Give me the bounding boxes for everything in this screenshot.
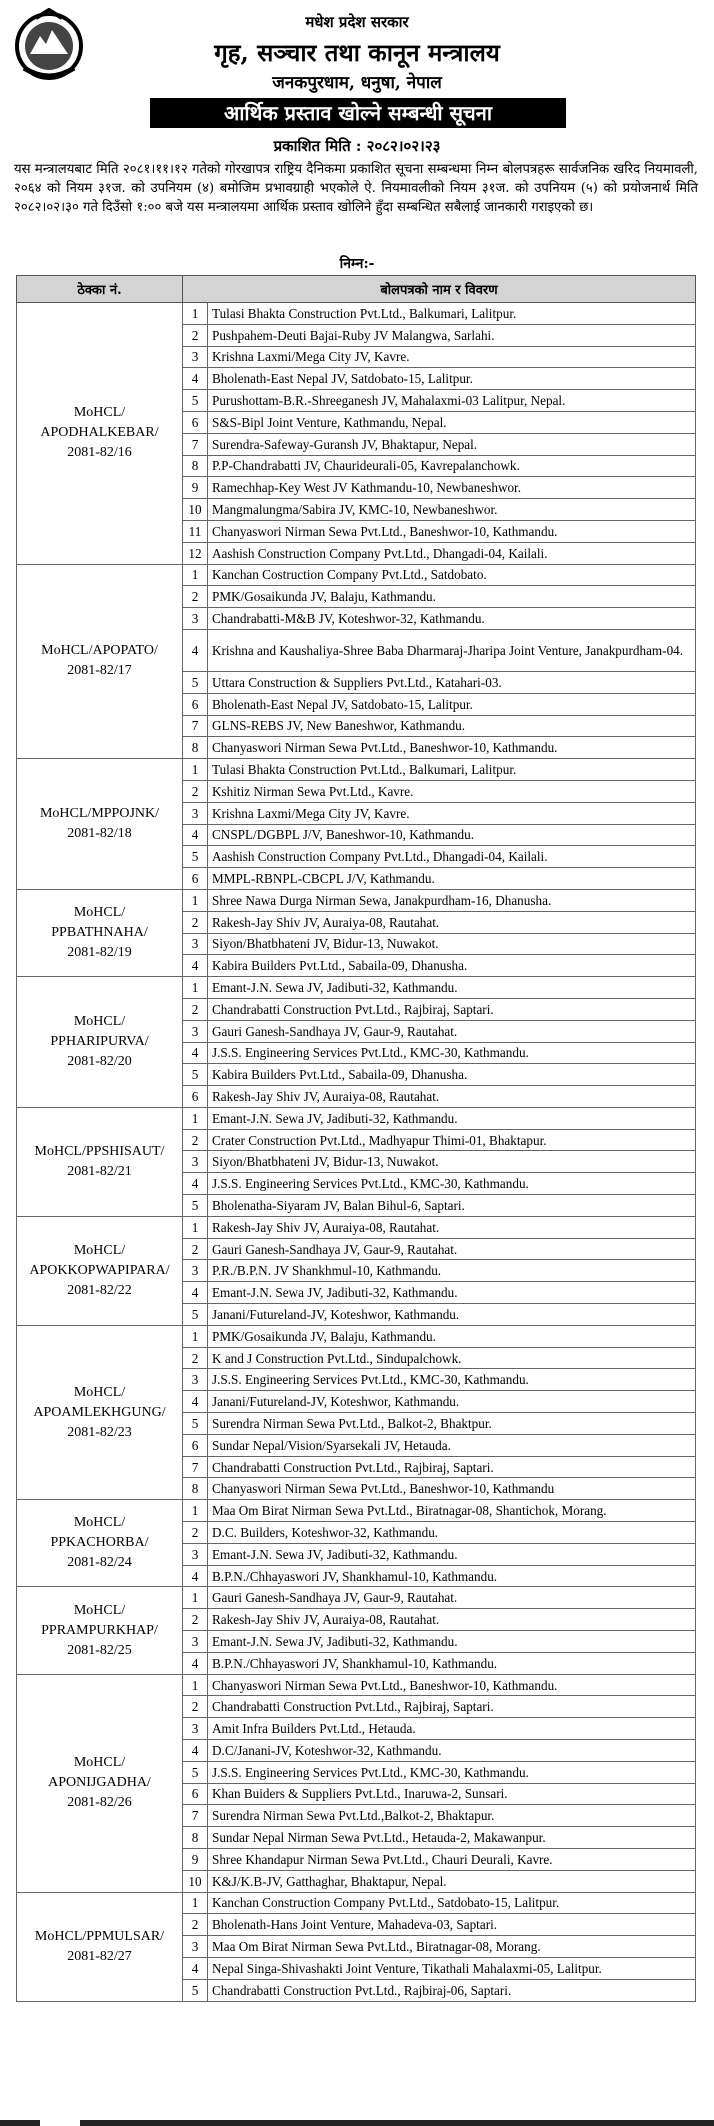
bidder-name-cell: Sundar Nepal/Vision/Syarsekali JV, Hetauda. [208,1434,696,1456]
contract-column-header: ठेक्का नं. [17,276,183,303]
contract-number-cell [17,1674,183,1892]
serial-number-cell: 8 [183,1827,208,1849]
bidder-name-cell: MMPL-RBNPL-CBCPL J/V, Kathmandu. [208,868,696,890]
bidder-name-cell: Emant-J.N. Sewa JV, Jadibuti-32, Kathmandu. [208,977,696,999]
serial-number-cell: 3 [183,802,208,824]
bidder-name-cell: Rakesh-Jay Shiv JV, Auraiya-08, Rautahat. [208,1216,696,1238]
bidder-name-cell: K and J Construction Pvt.Ltd., Sindupalchowk. [208,1347,696,1369]
serial-number-cell: 3 [183,1543,208,1565]
bidder-name-cell: Maa Om Birat Nirman Sewa Pvt.Ltd., Biratnagar-08, Morang. [208,1936,696,1958]
serial-number-cell: 6 [183,1434,208,1456]
table-row [17,1892,696,1914]
bidder-name-cell: Tulasi Bhakta Construction Pvt.Ltd., Balkumari, Lalitpur. [208,303,696,325]
bidder-name-cell: Krishna Laxmi/Mega City JV, Kavre. [208,802,696,824]
bidder-name-cell: Surendra-Safeway-Guransh JV, Bhaktapur, Nepal. [208,433,696,455]
contract-number-cell [17,1325,183,1499]
contract-number-cell [17,1587,183,1674]
list-heading: निम्न:- [339,256,375,272]
bidder-name-cell: Surendra Nirman Sewa Pvt.Ltd.,Balkot-2, Bhaktapur. [208,1805,696,1827]
bidder-name-cell: Shree Nawa Durga Nirman Sewa, Janakpurdham-16, Dhanusha. [208,889,696,911]
bidder-name-cell: J.S.S. Engineering Services Pvt.Ltd., KMC-30, Kathmandu. [208,1761,696,1783]
bidder-name-cell: Kanchan Costruction Company Pvt.Ltd., Satdobato. [208,564,696,586]
bidder-name-cell: D.C/Janani-JV, Koteshwor-32, Kathmandu. [208,1740,696,1762]
bidder-name-cell: Pushpahem-Deuti Bajai-Ruby JV Malangwa, Sarlahi. [208,324,696,346]
table-row [17,1674,696,1696]
serial-number-cell: 5 [183,1413,208,1435]
bidder-name-cell: Surendra Nirman Sewa Pvt.Ltd., Balkot-2, Bhaktpur. [208,1413,696,1435]
serial-number-cell: 3 [183,608,208,630]
contract-number-line: 2081-82/27 [67,1948,132,1964]
bidder-name-cell: Bholenath-East Nepal JV, Satdobato-15, Lalitpur. [208,368,696,390]
serial-number-cell: 6 [183,1086,208,1108]
serial-number-cell: 1 [183,303,208,325]
serial-number-cell: 8 [183,455,208,477]
bidder-name-cell: Rakesh-Jay Shiv JV, Auraiya-08, Rautahat. [208,1086,696,1108]
contract-number-line: 2081-82/16 [67,445,132,461]
bidder-name-cell: Krishna and Kaushaliya-Shree Baba Dharmaraj-Jharipa Joint Venture, Janakpurdham-04. [208,629,696,671]
bidder-name-cell: Chanyaswori Nirman Sewa Pvt.Ltd., Baneshwor-10, Kathmandu. [208,1674,696,1696]
serial-number-cell: 5 [183,1195,208,1217]
contract-number-line: MoHCL/APOPATO/ [41,643,158,659]
bidder-name-cell: D.C. Builders, Koteshwor-32, Kathmandu. [208,1522,696,1544]
serial-number-cell: 6 [183,693,208,715]
serial-number-cell: 2 [183,1696,208,1718]
table-row [17,1587,696,1609]
serial-number-cell: 4 [183,368,208,390]
bidder-name-cell: Aashish Construction Company Pvt.Ltd., Dhangadi-04, Kailali. [208,846,696,868]
bidder-name-cell: Amit Infra Builders Pvt.Ltd., Hetauda. [208,1718,696,1740]
notice-title: आर्थिक प्रस्ताव खोल्ने सम्बन्धी सूचना [150,98,566,128]
serial-number-cell: 5 [183,671,208,693]
bidder-name-cell: Ramechhap-Key West JV Kathmandu-10, Newbaneshwor. [208,477,696,499]
notice-header [0,0,714,130]
serial-number-cell: 11 [183,520,208,542]
bidder-name-cell: P.R./B.P.N. JV Shankhmul-10, Kathmandu. [208,1260,696,1282]
bidder-name-cell: Mangmalungma/Sabira JV, KMC-10, Newbaneshwor. [208,499,696,521]
serial-number-cell: 3 [183,1020,208,1042]
bidder-name-cell: B.P.N./Chhayaswori JV, Shankhamul-10, Kathmandu. [208,1652,696,1674]
contract-number-line: 2081-82/20 [67,1054,132,1069]
bidder-name-cell: Sundar Nepal Nirman Sewa Pvt.Ltd., Hetauda-2, Makawanpur. [208,1827,696,1849]
serial-number-cell: 1 [183,1500,208,1522]
bidder-name-cell: Nepal Singa-Shivashakti Joint Venture, Tikathali Mahalaxmi-05, Lalitpur. [208,1957,696,1979]
serial-number-cell: 8 [183,737,208,759]
contract-number-line: MoHCL/PPSHISAUT/ [34,1143,165,1159]
table-row [17,889,696,911]
bidder-name-cell: Emant-J.N. Sewa JV, Jadibuti-32, Kathmandu. [208,1631,696,1653]
bidder-name-cell: Aashish Construction Company Pvt.Ltd., Dhangadi-04, Kailali. [208,542,696,564]
bidder-name-cell: Chandrabatti Construction Pvt.Ltd., Rajbiraj-06, Saptari. [208,1979,696,2001]
bidder-name-cell: Kabira Builders Pvt.Ltd., Sabaila-09, Dhanusha. [208,955,696,977]
serial-number-cell: 5 [183,1979,208,2001]
serial-number-cell: 3 [183,1260,208,1282]
bidder-name-cell: Chandrabatti Construction Pvt.Ltd., Rajbiraj, Saptari. [208,1456,696,1478]
bidder-name-cell: Chandrabatti Construction Pvt.Ltd., Rajbiraj, Saptari. [208,1696,696,1718]
contract-number-line: 2081-82/23 [67,1424,132,1440]
contract-number-line: PPBATHNAHA/ [51,925,148,941]
serial-number-cell: 4 [183,1042,208,1064]
bidder-name-cell: Shree Khandapur Nirman Sewa Pvt.Ltd., Chauri Deurali, Kavre. [208,1848,696,1870]
contract-number-line: 2081-82/21 [67,1163,132,1179]
serial-number-cell: 4 [183,1391,208,1413]
serial-number-cell: 1 [183,1216,208,1238]
bidder-name-cell: CNSPL/DGBPL J/V, Baneshwor-10, Kathmandu. [208,824,696,846]
serial-number-cell: 2 [183,1238,208,1260]
table-row [17,564,696,586]
serial-number-cell: 3 [183,1631,208,1653]
serial-number-cell: 3 [183,1151,208,1173]
bidder-name-cell: K&J/K.B-JV, Gatthaghar, Bhaktapur, Nepal. [208,1870,696,1892]
table-row [17,1325,696,1347]
serial-number-cell: 2 [183,1347,208,1369]
serial-number-cell: 1 [183,759,208,781]
serial-number-cell: 2 [183,586,208,608]
contract-number-cell [17,759,183,890]
bidder-name-cell: Emant-J.N. Sewa JV, Jadibuti-32, Kathmandu. [208,1282,696,1304]
bidder-name-cell: PMK/Gosaikunda JV, Balaju, Kathmandu. [208,586,696,608]
table-row [17,759,696,781]
contract-number-line: 2081-82/25 [67,1642,132,1658]
bidder-name-cell: Siyon/Bhatbhateni JV, Bidur-13, Nuwakot. [208,933,696,955]
serial-number-cell: 5 [183,1304,208,1326]
serial-number-cell: 7 [183,1456,208,1478]
bidder-name-cell: Janani/Futureland-JV, Koteshwor, Kathmandu. [208,1304,696,1326]
serial-number-cell: 1 [183,564,208,586]
serial-number-cell: 3 [183,1369,208,1391]
bidder-name-cell: Gauri Ganesh-Sandhaya JV, Gaur-9, Rautahat. [208,1020,696,1042]
bidders-table [16,275,696,2002]
contract-number-cell [17,1500,183,1587]
table-row [17,1500,696,1522]
bidder-name-cell: Chandrabatti Construction Pvt.Ltd., Rajbiraj, Saptari. [208,998,696,1020]
serial-number-cell: 1 [183,889,208,911]
contract-number-line: 2081-82/19 [67,945,132,961]
bidder-name-cell: J.S.S. Engineering Services Pvt.Ltd., KMC-30, Kathmandu. [208,1042,696,1064]
bidder-name-cell: P.P-Chandrabatti JV, Chaurideurali-05, Kavrepalanchowk. [208,455,696,477]
contract-number-line: MoHCL/MPPOJNK/ [39,806,160,822]
contract-number-line: MoHCL/ [73,905,126,921]
bidder-name-cell: Rakesh-Jay Shiv JV, Auraiya-08, Rautahat. [208,1609,696,1631]
contract-number-line: PPRAMPURKHAP/ [41,1622,158,1638]
serial-number-cell: 4 [183,1957,208,1979]
contract-number-line: MoHCL/ [73,1242,126,1258]
serial-number-cell: 3 [183,1718,208,1740]
contract-number-cell [17,303,183,565]
serial-number-cell: 4 [183,1652,208,1674]
bidder-name-cell: Uttara Construction & Suppliers Pvt.Ltd., Katahari-03. [208,671,696,693]
serial-number-cell: 7 [183,1805,208,1827]
bidder-name-cell: Bholenath-Hans Joint Venture, Mahadeva-03, Saptari. [208,1914,696,1936]
bidder-name-cell: Kabira Builders Pvt.Ltd., Sabaila-09, Dhanusha. [208,1064,696,1086]
serial-number-cell: 3 [183,346,208,368]
contract-number-cell [17,1107,183,1216]
serial-number-cell: 1 [183,1325,208,1347]
serial-number-cell: 1 [183,1587,208,1609]
serial-number-cell: 1 [183,977,208,999]
bidder-name-cell: Tulasi Bhakta Construction Pvt.Ltd., Balkumari, Lalitpur. [208,759,696,781]
bidder-name-cell: Chanyaswori Nirman Sewa Pvt.Ltd., Baneshwor-10, Kathmandu. [208,737,696,759]
bidder-name-cell: Khan Buiders & Suppliers Pvt.Ltd., Inaruwa-2, Sunsari. [208,1783,696,1805]
serial-number-cell: 5 [183,390,208,412]
serial-number-cell: 2 [183,998,208,1020]
serial-number-cell: 1 [183,1892,208,1914]
contract-number-cell [17,1892,183,2001]
contract-number-line: MoHCL/ [73,1515,126,1531]
contract-number-cell [17,1216,183,1325]
bidder-name-cell: Maa Om Birat Nirman Sewa Pvt.Ltd., Biratnagar-08, Shantichok, Morang. [208,1500,696,1522]
serial-number-cell: 3 [183,933,208,955]
contract-number-line: 2081-82/26 [67,1795,132,1811]
contract-number-line: APOAMLEKHGUNG/ [33,1404,166,1420]
serial-number-cell: 8 [183,1478,208,1500]
contract-number-line: MoHCL/ [73,1014,126,1029]
serial-number-cell: 4 [183,1565,208,1587]
page-bottom-rule [0,2118,714,2126]
serial-number-cell: 4 [183,1173,208,1195]
bidder-name-cell: Chanyaswori Nirman Sewa Pvt.Ltd., Baneshwor-10, Kathmandu. [208,520,696,542]
bidder-name-cell: Emant-J.N. Sewa JV, Jadibuti-32, Kathmandu. [208,1543,696,1565]
table-row [17,977,696,999]
serial-number-cell: 4 [183,1282,208,1304]
contract-number-line: MoHCL/ [73,1755,126,1771]
contract-number-cell [17,889,183,976]
serial-number-cell: 2 [183,1522,208,1544]
bidder-name-cell: Crater Construction Pvt.Ltd., Madhyapur Thimi-01, Bhaktapur. [208,1129,696,1151]
serial-number-cell: 4 [183,629,208,671]
bidder-name-cell: J.S.S. Engineering Services Pvt.Ltd., KMC-30, Kathmandu. [208,1173,696,1195]
bidder-name-cell: PMK/Gosaikunda JV, Balaju, Kathmandu. [208,1325,696,1347]
serial-number-cell: 7 [183,715,208,737]
bidder-name-cell: GLNS-REBS JV, New Baneshwor, Kathmandu. [208,715,696,737]
published-date: प्रकाशित मिति : २०८२।०२।२३ [273,137,441,155]
serial-number-cell: 10 [183,499,208,521]
serial-number-cell: 12 [183,542,208,564]
serial-number-cell: 5 [183,1064,208,1086]
bidder-name-cell: Janani/Futureland-JV, Koteshwor, Kathmandu. [208,1391,696,1413]
bidder-name-cell: Emant-J.N. Sewa JV, Jadibuti-32, Kathmandu. [208,1107,696,1129]
serial-number-cell: 3 [183,1936,208,1958]
serial-number-cell: 4 [183,824,208,846]
serial-number-cell: 4 [183,955,208,977]
serial-number-cell: 6 [183,1783,208,1805]
bidder-name-cell: Kshitiz Nirman Sewa Pvt.Ltd., Kavre. [208,780,696,802]
contract-number-line: 2081-82/18 [67,826,132,842]
government-name: मधेश प्रदेश सरकार [305,13,409,31]
serial-number-cell: 6 [183,411,208,433]
bidder-name-cell: Purushottam-B.R.-Shreeganesh JV, Mahalaxmi-03 Lalitpur, Nepal. [208,390,696,412]
bidder-name-cell: Gauri Ganesh-Sandhaya JV, Gaur-9, Rautahat. [208,1238,696,1260]
serial-number-cell: 1 [183,1674,208,1696]
bidder-name-cell: B.P.N./Chhayaswori JV, Shankhamul-10, Kathmandu. [208,1565,696,1587]
serial-number-cell: 2 [183,780,208,802]
bidder-name-cell: Chandrabatti-M&B JV, Koteshwor-32, Kathmandu. [208,608,696,630]
contract-number-line: APONIJGADHA/ [48,1775,151,1791]
serial-number-cell: 4 [183,1740,208,1762]
contract-number-cell [17,977,183,1108]
serial-number-cell: 1 [183,1107,208,1129]
intro-paragraph: यस मन्त्रालयबाट मिति २०८१।११।१२ गतेको गोरखापत्र राष्ट्रिय दैनिकमा प्रकाशित सूचना सम्बन्धमा निम्न बोलपत्रहरू सार्वजनिक खरिद नियमावली, २०६४ को नियम ३१ज. को उपनियम (४) बमोजिम प्रभावग्राही भएकोले ऐ. नियमावलीको नियम ३१ज. को उपनियम (५) को प्रयोजनार्थ मिति २०८२।०२।३० गते दिउँसो १:०० बजे यस मन्त्रालयमा आर्थिक प्रस्ताव खोलिने हुँदा सम्बन्धित सबैलाई जानकारी गराइएको छ। [14,162,698,215]
contract-number-line: 2081-82/24 [67,1555,132,1571]
ministry-location: जनकपुरधाम, धनुषा, नेपाल [272,73,442,93]
serial-number-cell: 6 [183,868,208,890]
contract-number-line: 2081-82/22 [67,1282,132,1298]
serial-number-cell: 7 [183,433,208,455]
table-row [17,303,696,325]
serial-number-cell: 9 [183,1848,208,1870]
serial-number-cell: 5 [183,846,208,868]
bidder-name-cell: Gauri Ganesh-Sandhaya JV, Gaur-9, Rautahat. [208,1587,696,1609]
serial-number-cell: 2 [183,1609,208,1631]
contract-number-line: MoHCL/ [73,1602,126,1618]
serial-number-cell: 9 [183,477,208,499]
bidder-name-cell: Krishna Laxmi/Mega City JV, Kavre. [208,346,696,368]
contract-number-line: APODHALKEBAR/ [40,425,159,441]
bidders-column-header: बोलपत्रको नाम र विवरण [183,276,696,303]
serial-number-cell: 10 [183,1870,208,1892]
contract-number-line: 2081-82/17 [67,663,132,679]
bidder-name-cell: Rakesh-Jay Shiv JV, Auraiya-08, Rautahat. [208,911,696,933]
contract-number-line: MoHCL/ [73,405,126,421]
contract-number-line: PPKACHORBA/ [50,1535,149,1551]
contract-number-line: MoHCL/ [73,1384,126,1400]
contract-number-line: APOKKOPWAPIPARA/ [29,1262,170,1278]
contract-number-cell [17,564,183,759]
bidder-name-cell: Kanchan Construction Company Pvt.Ltd., Satdobato-15, Lalitpur. [208,1892,696,1914]
serial-number-cell: 2 [183,911,208,933]
serial-number-cell: 5 [183,1761,208,1783]
ministry-name: गृह, सञ्चार तथा कानून मन्त्रालय [214,38,500,67]
bidder-name-cell: S&S-Bipl Joint Venture, Kathmandu, Nepal. [208,411,696,433]
table-row [17,1107,696,1129]
bidder-name-cell: Siyon/Bhatbhateni JV, Bidur-13, Nuwakot. [208,1151,696,1173]
contract-number-line: PPHARIPURVA/ [50,1034,149,1049]
table-row [17,1216,696,1238]
table-header-row [17,276,696,303]
bidder-name-cell: Bholenatha-Siyaram JV, Balan Bihul-6, Saptari. [208,1195,696,1217]
serial-number-cell: 2 [183,1914,208,1936]
bidder-name-cell: J.S.S. Engineering Services Pvt.Ltd., KMC-30, Kathmandu. [208,1369,696,1391]
bidder-name-cell: Chanyaswori Nirman Sewa Pvt.Ltd., Baneshwor-10, Kathmandu [208,1478,696,1500]
contract-number-line: MoHCL/PPMULSAR/ [34,1928,165,1944]
serial-number-cell: 2 [183,324,208,346]
serial-number-cell: 2 [183,1129,208,1151]
bidder-name-cell: Bholenath-East Nepal JV, Satdobato-15, Lalitpur. [208,693,696,715]
